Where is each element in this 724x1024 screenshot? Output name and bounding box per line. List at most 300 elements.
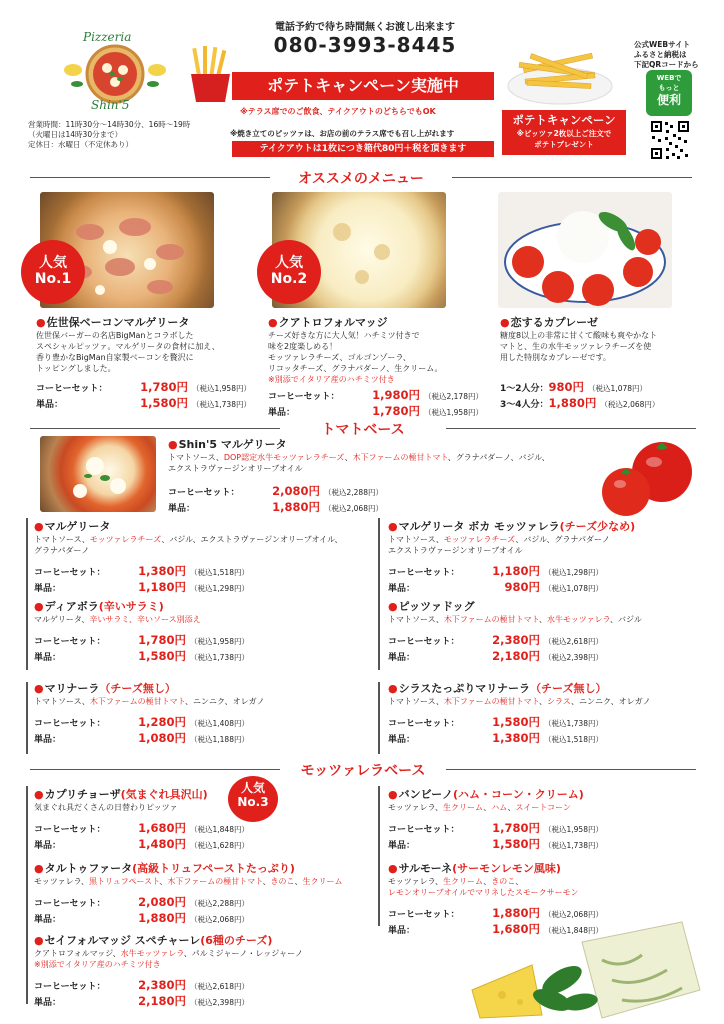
price-tax: （税込1,628円） bbox=[190, 841, 249, 850]
price-label: コーヒーセット： bbox=[388, 825, 460, 835]
price-label: 単品： bbox=[168, 504, 196, 514]
price-label: コーヒーセット： bbox=[388, 637, 460, 647]
desc-segment: 、 bbox=[262, 877, 271, 886]
price-row-coffee bbox=[168, 484, 608, 500]
price-label: 単品： bbox=[36, 400, 64, 410]
price-tax: （税込1,188円） bbox=[190, 735, 249, 744]
price-row-coffee bbox=[388, 715, 718, 731]
desc-segment: 、 bbox=[483, 877, 492, 886]
desc-segment: きのこ bbox=[491, 877, 516, 886]
divider bbox=[446, 769, 696, 770]
divider bbox=[26, 518, 28, 670]
price-label: 単品： bbox=[388, 653, 416, 663]
desc-segment: 水牛モッツァレラ bbox=[546, 615, 611, 624]
item-desc-2: エクストラヴァージンオリーブオイル bbox=[388, 546, 523, 555]
margherita-photo bbox=[40, 436, 156, 512]
divider bbox=[378, 682, 380, 754]
web-badge-line-3: 便利 bbox=[656, 93, 681, 107]
item-desc bbox=[34, 614, 374, 625]
qr-code-icon[interactable] bbox=[650, 120, 690, 160]
item-desc bbox=[388, 534, 718, 545]
divider bbox=[26, 682, 28, 754]
price: 1,080円 bbox=[138, 731, 186, 745]
popular-badge-3 bbox=[228, 776, 278, 822]
desc-segment: トマトソース、 bbox=[34, 535, 90, 544]
desc-segment: トマトソース、 bbox=[34, 697, 90, 706]
item-name-sub: (6種のチーズ) bbox=[200, 934, 273, 947]
item-desc bbox=[388, 614, 718, 625]
price-label: コーヒーセット： bbox=[34, 899, 106, 909]
web-badge-line: WEBで bbox=[656, 74, 682, 82]
price: 1,180円 bbox=[492, 564, 540, 578]
price: 980円 bbox=[548, 380, 585, 394]
price-tax: （税込2,068円） bbox=[190, 915, 249, 924]
desc-segment: 黒トリュフペースト bbox=[89, 877, 160, 886]
item-desc bbox=[388, 802, 718, 813]
price-label: コーヒーセット： bbox=[388, 568, 460, 578]
price-tax: （税込1,298円） bbox=[544, 568, 603, 577]
price-tax: （税込2,068円） bbox=[324, 504, 383, 513]
price: 2,080円 bbox=[138, 895, 186, 909]
item-name-text: マルゲリータ bbox=[44, 520, 111, 533]
desc-segment: 、 bbox=[507, 803, 516, 812]
item-prices bbox=[34, 978, 374, 1010]
price-label: 単品： bbox=[388, 584, 416, 594]
price-tax: （税込1,738円） bbox=[544, 719, 603, 728]
item-desc bbox=[34, 876, 374, 887]
item-name-sub: （チーズ無し） bbox=[99, 682, 176, 695]
item-name bbox=[388, 862, 718, 876]
price-row-coffee bbox=[388, 821, 718, 837]
desc-segment: 、 bbox=[159, 877, 168, 886]
item-name bbox=[388, 682, 718, 696]
desc-line: 糖度8以上の非常に甘くて酸味も爽やかなト bbox=[500, 331, 658, 340]
price: 1,780円 bbox=[372, 404, 420, 418]
desc-segment: 生クリーム bbox=[443, 877, 484, 886]
badge-rank: No.2 bbox=[270, 271, 308, 287]
menu-item bbox=[388, 682, 718, 747]
price: 1,580円 bbox=[492, 715, 540, 729]
menu-item bbox=[34, 600, 374, 665]
price-tax: （税込1,738円） bbox=[192, 400, 251, 409]
desc-segment: トマトソース、 bbox=[388, 697, 444, 706]
desc-highlight: DOP認定水牛モッツァレラチーズ bbox=[223, 453, 345, 462]
divider bbox=[30, 177, 270, 178]
price-label: 単品： bbox=[34, 735, 62, 745]
price-tax: （税込1,958円） bbox=[544, 825, 603, 834]
price-label: コーヒーセット： bbox=[36, 384, 108, 394]
price: 2,080円 bbox=[272, 484, 320, 498]
desc-highlight: 木下ファームの極甘トマト bbox=[352, 453, 448, 462]
desc-segment: スイートコーン bbox=[515, 803, 571, 812]
price-row-single bbox=[268, 404, 483, 420]
desc-segment: モッツァレラ、 bbox=[388, 877, 444, 886]
web-badge[interactable] bbox=[646, 70, 692, 116]
price-label: 単品： bbox=[388, 841, 416, 851]
price-label: 単品： bbox=[388, 926, 416, 936]
price-label: コーヒーセット： bbox=[34, 637, 106, 647]
item-prices bbox=[34, 895, 374, 927]
price: 1,880円 bbox=[492, 906, 540, 920]
rec-item-name: ● 佐世保ベーコンマルゲリータ bbox=[36, 316, 256, 330]
divider bbox=[30, 428, 280, 429]
desc-segment: モッツァレラチーズ bbox=[443, 535, 516, 544]
desc-segment: 、ニンニク、オレガノ bbox=[184, 697, 265, 706]
item-desc bbox=[388, 696, 718, 707]
menu-item bbox=[34, 682, 374, 747]
price-row-single bbox=[388, 731, 718, 747]
price-label: コーヒーセット： bbox=[268, 392, 340, 402]
popular-badge-1 bbox=[21, 240, 85, 304]
price-label: 単品： bbox=[34, 584, 62, 594]
item-desc bbox=[388, 876, 718, 887]
item-desc-2: エクストラヴァージンオリーブオイル bbox=[168, 464, 303, 473]
divider bbox=[378, 786, 380, 926]
price-tax: （税込1,518円） bbox=[544, 735, 603, 744]
item-name-sub: (チーズ少なめ) bbox=[559, 520, 636, 533]
item-desc bbox=[34, 948, 374, 959]
campaign-box-title: ポテトキャンペーン bbox=[512, 113, 616, 127]
web-line-2: ふるさと納税は bbox=[634, 50, 687, 59]
price-label: 3〜4人分： bbox=[500, 400, 549, 410]
menu-item bbox=[388, 600, 718, 665]
price: 1,880円 bbox=[548, 396, 597, 410]
section-title-tomato: トマトベース bbox=[321, 422, 405, 438]
rec-item-desc bbox=[500, 330, 680, 363]
price-row-coffee bbox=[34, 633, 374, 649]
price-row-coffee bbox=[388, 633, 718, 649]
rec-item-1-prices bbox=[36, 380, 251, 412]
rec-item-2-prices bbox=[268, 388, 483, 420]
price: 1,680円 bbox=[138, 821, 186, 835]
price: 1,380円 bbox=[138, 564, 186, 578]
price-row-coffee bbox=[34, 895, 374, 911]
badge-rank: No.3 bbox=[237, 795, 269, 809]
desc-line: 用した特別なカプレーゼです。 bbox=[500, 353, 611, 362]
menu-item bbox=[34, 862, 374, 927]
menu-item bbox=[388, 788, 718, 853]
price-row-coffee bbox=[268, 388, 483, 404]
item-name-sub: (気まぐれ具沢山) bbox=[120, 788, 208, 801]
price-tax: （税込1,408円） bbox=[190, 719, 249, 728]
price: 1,880円 bbox=[272, 500, 320, 514]
price-label: 単品： bbox=[268, 408, 296, 418]
price: 1,580円 bbox=[138, 649, 186, 663]
desc-segment: 木下ファームの極甘トマト bbox=[167, 877, 263, 886]
hours-note: （火曜日は14時30分まで） bbox=[28, 130, 123, 139]
takeout-note: テイクアウトは1枚につき箱代80円＋税を頂きます bbox=[232, 141, 494, 157]
price-tax: （税込1,848円） bbox=[544, 926, 603, 935]
price-row-single bbox=[388, 580, 718, 596]
desc-segment: 、 bbox=[483, 803, 492, 812]
desc-segment: きのこ bbox=[270, 877, 295, 886]
desc-segment: モッツァレラ、 bbox=[34, 877, 90, 886]
price-tax: （税込2,618円） bbox=[544, 637, 603, 646]
divider bbox=[446, 428, 696, 429]
logo bbox=[55, 30, 175, 115]
item-prices bbox=[34, 564, 374, 596]
rec-item-desc bbox=[36, 330, 256, 374]
desc-segment: シラス bbox=[546, 697, 571, 706]
item-prices bbox=[34, 633, 374, 665]
price-tax: （税込2,178円） bbox=[424, 392, 483, 401]
price-label: 単品： bbox=[388, 735, 416, 745]
item-name: ● Shin'5 マルゲリータ bbox=[168, 438, 608, 452]
price: 2,180円 bbox=[138, 994, 186, 1008]
item-prices bbox=[388, 821, 718, 853]
desc-segment: 気まぐれ具だくさんの日替わりピッツァ bbox=[34, 803, 178, 812]
desc-line: マトと、生の水牛モッツァレラチーズを使 bbox=[500, 342, 652, 351]
price-label: コーヒーセット： bbox=[34, 982, 106, 992]
price-tax: （税込2,068円） bbox=[544, 910, 603, 919]
desc-segment: クアトロフォルマッジ、 bbox=[34, 949, 121, 958]
price-row-coffee bbox=[388, 564, 718, 580]
item-prices bbox=[388, 564, 718, 596]
desc-segment: 辛いサラミ、辛いソース別添え bbox=[89, 615, 201, 624]
desc-segment: マルゲリータ、 bbox=[34, 615, 90, 624]
price: 1,780円 bbox=[140, 380, 188, 394]
price-row-single bbox=[34, 837, 374, 853]
rec-item-name: ● クアトロフォルマッジ bbox=[268, 316, 498, 330]
rec-item-3-prices bbox=[500, 380, 659, 412]
fries-plate-icon bbox=[505, 38, 615, 108]
campaign-note-1: ※テラス席でのご飲食、テイクアウトのどちらでもOK bbox=[240, 107, 436, 116]
price-label: コーヒーセット： bbox=[388, 719, 460, 729]
web-info bbox=[634, 40, 724, 70]
rec-item-1 bbox=[36, 316, 256, 374]
price-label: 1〜2人分： bbox=[500, 384, 549, 394]
price: 1,780円 bbox=[138, 633, 186, 647]
price-row-single bbox=[36, 396, 251, 412]
price: 2,380円 bbox=[492, 633, 540, 647]
price-tax: （税込2,288円） bbox=[190, 899, 249, 908]
price-row-single bbox=[388, 837, 718, 853]
price-row-coffee bbox=[34, 978, 374, 994]
price: 1,780円 bbox=[492, 821, 540, 835]
desc-note: ※別添でイタリア産のハチミツ付き bbox=[268, 375, 395, 384]
desc-segment: 、 bbox=[538, 615, 547, 624]
price-label: 単品： bbox=[34, 915, 62, 925]
item-prices bbox=[388, 633, 718, 665]
price: 1,480円 bbox=[138, 837, 186, 851]
price: 1,180円 bbox=[138, 580, 186, 594]
item-desc-2: レモンオリーブオイルでマリネしたスモークサーモン bbox=[388, 888, 579, 897]
price-row-single bbox=[388, 649, 718, 665]
item-name bbox=[34, 788, 374, 802]
desc-segment: 、バジル bbox=[610, 615, 642, 624]
price-tax: （税込1,958円） bbox=[192, 384, 251, 393]
desc-segment: 、パルミジャーノ・レッジャーノ bbox=[183, 949, 303, 958]
price-tax: （税込2,288円） bbox=[324, 488, 383, 497]
price-tax: （税込2,068円） bbox=[600, 400, 660, 409]
closed-day: 定休日：水曜日（不定休あり） bbox=[28, 140, 133, 149]
item-prices bbox=[388, 715, 718, 747]
price-row-large bbox=[500, 396, 659, 412]
desc-segment: 木下ファームの極甘トマト bbox=[443, 615, 539, 624]
divider bbox=[452, 177, 692, 178]
campaign-box-text-2: ポテトプレゼント bbox=[534, 140, 594, 149]
item-name-text: サルモーネ bbox=[398, 862, 453, 875]
price-row-coffee bbox=[34, 564, 374, 580]
desc-segment: 木下ファームの極甘トマト bbox=[443, 697, 539, 706]
divider bbox=[26, 786, 28, 1004]
badge-text: 人気 bbox=[275, 255, 303, 271]
item-name bbox=[388, 788, 718, 802]
campaign-box bbox=[502, 110, 626, 155]
price-tax: （税込2,398円） bbox=[190, 998, 249, 1007]
item-name-text: シラスたっぷりマリナーラ bbox=[398, 682, 531, 695]
tomato-icon bbox=[596, 430, 706, 520]
desc-line: リコッタチーズ、グラナパダーノ、生クリーム。 bbox=[268, 364, 443, 373]
desc-line: スペシャルピッツァ。マルゲリータの食材に加え、 bbox=[36, 342, 220, 351]
desc-line: トッピングしました。 bbox=[36, 364, 116, 373]
item-name-text: ピッツァドッグ bbox=[398, 600, 475, 613]
item-name-text: マルゲリータ ボカ モッツァレラ bbox=[398, 520, 560, 533]
price-row-single bbox=[34, 994, 374, 1010]
item-name-text: セイフォルマッジ スペチャーレ bbox=[44, 934, 201, 947]
desc-segment: 水牛モッツァレラ bbox=[120, 949, 184, 958]
desc-segment: 、ニンニク、オレガノ bbox=[570, 697, 651, 706]
desc-segment: ハム bbox=[491, 803, 508, 812]
menu-item bbox=[34, 520, 374, 596]
price-tax: （税込1,738円） bbox=[190, 653, 249, 662]
divider bbox=[378, 518, 380, 670]
logo-bottom-text: Shin'5 bbox=[91, 98, 130, 112]
item-name-text: タルトゥファータ bbox=[44, 862, 133, 875]
item-name bbox=[34, 862, 374, 876]
desc-segment: トマトソース、 bbox=[388, 535, 444, 544]
price-label: コーヒーセット： bbox=[388, 910, 460, 920]
menu-item bbox=[34, 788, 374, 853]
price-label: コーヒーセット： bbox=[34, 719, 106, 729]
item-desc bbox=[34, 802, 374, 813]
item-name-text: ディアボラ bbox=[44, 600, 99, 613]
campaign-title: ポテトキャンペーン実施中 bbox=[232, 72, 494, 100]
price: 1,680円 bbox=[492, 922, 540, 936]
item-name-sub: （チーズ無し） bbox=[530, 682, 607, 695]
price-label: 単品： bbox=[34, 653, 62, 663]
caprese-photo bbox=[498, 192, 672, 308]
price-tax: （税込1,958円） bbox=[190, 637, 249, 646]
desc-text: 、グラナパダーノ、バジル、 bbox=[447, 453, 550, 462]
price-label: コーヒーセット： bbox=[34, 568, 106, 578]
desc-segment: モッツァレラ、 bbox=[388, 803, 444, 812]
desc-segment: モッツァレラチーズ bbox=[89, 535, 162, 544]
item-prices bbox=[34, 715, 374, 747]
price-tax: （税込1,078円） bbox=[588, 384, 648, 393]
web-line: 公式WEBサイト bbox=[634, 40, 691, 49]
desc-line: 味を2度楽しめる！ bbox=[268, 342, 338, 351]
price: 1,580円 bbox=[140, 396, 188, 410]
price-row-coffee bbox=[36, 380, 251, 396]
section-title-mozzarella: モッツァレラベース bbox=[300, 763, 426, 779]
price: 2,380円 bbox=[138, 978, 186, 992]
desc-line: モッツァレラチーズ、ゴルゴンゾーラ、 bbox=[268, 353, 411, 362]
phone-number[interactable]: 080-3993-8445 bbox=[273, 33, 457, 57]
price-row-single bbox=[34, 911, 374, 927]
item-name-sub: (高級トリュフペーストたっぷり) bbox=[132, 862, 295, 875]
rec-item-name: ● 恋するカプレーゼ bbox=[500, 316, 680, 330]
price: 1,580円 bbox=[492, 837, 540, 851]
item-desc bbox=[168, 452, 608, 463]
item-name bbox=[388, 600, 718, 614]
web-badge-line-2: もっと bbox=[658, 84, 680, 92]
menu-item bbox=[34, 934, 374, 1010]
campaign-box-text: ※ピッツァ2枚以上ご注文で bbox=[516, 129, 612, 138]
price: 2,180円 bbox=[492, 649, 540, 663]
phone-note: 電話予約で待ち時間無くお渡し出来ます bbox=[275, 22, 455, 33]
desc-segment: 生クリーム bbox=[302, 877, 343, 886]
price-row-coffee bbox=[34, 715, 374, 731]
desc-text: 、 bbox=[344, 453, 353, 462]
item-name-text: カプリチョーザ bbox=[44, 788, 121, 801]
item-name bbox=[388, 520, 718, 534]
item-name bbox=[34, 520, 374, 534]
price-label: 単品： bbox=[34, 841, 62, 851]
desc-segment: 、バジル、エクストラヴァージンオリーブオイル、 bbox=[161, 535, 343, 544]
cheese-icon bbox=[462, 920, 702, 1020]
price-tax: （税込2,398円） bbox=[544, 653, 603, 662]
badge-rank: No.1 bbox=[34, 271, 72, 287]
price-label: コーヒーセット： bbox=[34, 825, 106, 835]
desc-segment: 生クリーム bbox=[443, 803, 484, 812]
price-tax: （税込1,958円） bbox=[424, 408, 483, 417]
badge-text: 人気 bbox=[240, 781, 265, 795]
price-tax: （税込1,078円） bbox=[544, 584, 603, 593]
shin5-margherita bbox=[168, 438, 608, 516]
item-desc bbox=[34, 534, 374, 545]
item-name bbox=[34, 934, 374, 948]
item-desc bbox=[34, 696, 374, 707]
price-label: 単品： bbox=[34, 998, 62, 1008]
logo-top-text: Pizzeria bbox=[83, 30, 132, 44]
price-tax: （税込1,298円） bbox=[190, 584, 249, 593]
desc-segment: 、 bbox=[538, 697, 547, 706]
shin5-prices bbox=[168, 484, 608, 516]
item-name bbox=[34, 682, 374, 696]
item-name-text: バンビーノ bbox=[398, 788, 453, 801]
desc-segment: トマトソース、 bbox=[388, 615, 444, 624]
price-tax: （税込1,738円） bbox=[544, 841, 603, 850]
divider bbox=[30, 769, 280, 770]
desc-segment: 、 bbox=[294, 877, 303, 886]
price: 1,380円 bbox=[492, 731, 540, 745]
campaign-note-2: ※焼き立てのピッツァは、お店の前のテラス席でも召し上がれます bbox=[230, 129, 455, 138]
menu-item bbox=[388, 520, 718, 596]
desc-text: トマトソース、 bbox=[168, 453, 224, 462]
price: 1,280円 bbox=[138, 715, 186, 729]
item-name-sub: (サーモンレモン風味) bbox=[452, 862, 561, 875]
desc-segment: 、バジル、グラナパダーノ bbox=[515, 535, 610, 544]
price-row-single bbox=[34, 580, 374, 596]
item-desc-2: グラナパダーノ bbox=[34, 546, 90, 555]
price: 1,880円 bbox=[138, 911, 186, 925]
price-tax: （税込1,848円） bbox=[190, 825, 249, 834]
price: 980円 bbox=[504, 580, 540, 594]
item-name-text: マリナーラ bbox=[44, 682, 100, 695]
desc-segment: 、 bbox=[515, 877, 524, 886]
rec-item-3 bbox=[500, 316, 680, 363]
item-note: ※別添でイタリア産のハチミツ付き bbox=[34, 960, 161, 969]
fries-icon bbox=[183, 44, 238, 104]
price-label: コーヒーセット： bbox=[168, 488, 240, 498]
business-hours bbox=[28, 120, 248, 150]
hours-line: 営業時間：11時30分〜14時30分、16時〜19時 bbox=[28, 120, 191, 129]
rec-item-2 bbox=[268, 316, 498, 385]
item-name-sub: (ハム・コーン・クリーム) bbox=[452, 788, 584, 801]
rec-item-desc bbox=[268, 330, 498, 385]
desc-line: 香り豊かなBigMan自家製ベーコンを贅沢に bbox=[36, 353, 194, 362]
